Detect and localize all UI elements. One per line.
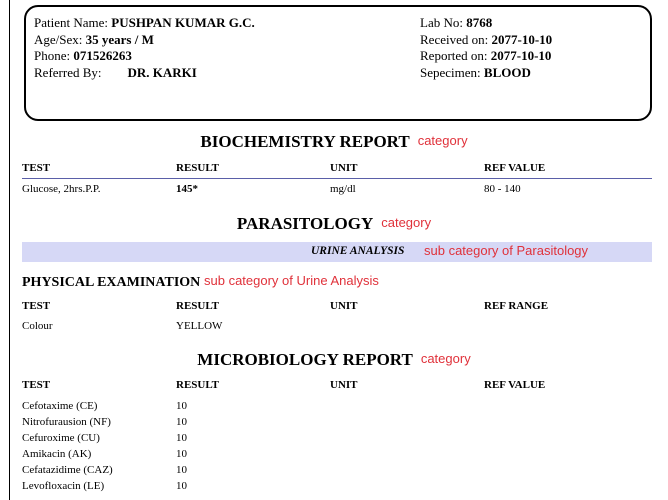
micro-header-ref: REF VALUE <box>484 379 546 391</box>
physical-examination-title: PHYSICAL EXAMINATION <box>22 275 201 290</box>
biochem-ref: 80 - 140 <box>484 183 521 195</box>
parasitology-category-note: category <box>381 215 432 230</box>
physical-examination-note: sub category of Urine Analysis <box>204 273 379 288</box>
micro-header-test: TEST <box>22 379 51 391</box>
specimen-value: BLOOD <box>483 64 531 80</box>
micro-header-result: RESULT <box>176 379 220 391</box>
received-line <box>420 32 640 49</box>
micro-row-3-result: 10 <box>176 448 187 460</box>
micro-row-5-test: Levofloxacin (LE) <box>22 480 105 492</box>
biochemistry-heading <box>0 131 668 152</box>
para-result: YELLOW <box>176 320 223 332</box>
urine-analysis-note: sub category of Parasitology <box>424 243 589 258</box>
biochemistry-category-note: category <box>417 133 468 148</box>
referred-label: Referred By: <box>34 64 102 80</box>
micro-row-3-test: Amikacin (AK) <box>22 448 92 460</box>
micro-header-unit: UNIT <box>330 379 358 391</box>
referred-value: DR. KARKI <box>127 64 197 80</box>
lab-no-label: Lab No: <box>420 15 463 30</box>
biochem-header-rule <box>22 178 652 179</box>
micro-row-4-result: 10 <box>176 464 187 476</box>
phone-line <box>34 48 374 65</box>
reported-line <box>420 48 640 65</box>
micro-row-5-result: 10 <box>176 480 187 492</box>
phone-value: 071526263 <box>73 48 132 63</box>
parasitology-title: PARASITOLOGY <box>236 214 374 233</box>
para-header-unit: UNIT <box>330 300 358 312</box>
biochemistry-title: BIOCHEMISTRY REPORT <box>200 132 410 151</box>
urine-analysis-bar <box>22 242 652 262</box>
patient-name-label: Patient Name: <box>34 15 109 30</box>
micro-row-0-result: 10 <box>176 400 187 412</box>
para-header-test: TEST <box>22 300 51 312</box>
biochem-header-unit: UNIT <box>330 162 358 174</box>
micro-row-4-test: Cefatazidime (CAZ) <box>22 464 113 476</box>
biochem-result: 145* <box>176 183 198 195</box>
micro-row-2-result: 10 <box>176 432 187 444</box>
para-header-result: RESULT <box>176 300 220 312</box>
received-label: Received on: <box>420 31 489 47</box>
parasitology-heading <box>0 213 668 234</box>
patient-info-box <box>24 5 652 121</box>
biochem-header-result: RESULT <box>176 162 220 174</box>
patient-details <box>34 15 374 81</box>
lab-no-line <box>420 15 640 32</box>
specimen-line <box>420 65 640 82</box>
referred-line <box>34 65 374 82</box>
para-header-ref: REF RANGE <box>484 300 549 312</box>
phone-label: Phone: <box>34 48 71 63</box>
lab-details <box>420 15 640 81</box>
micro-row-1-test: Nitrofurausion (NF) <box>22 416 111 428</box>
specimen-label: Sepecimen: <box>420 64 481 80</box>
micro-row-0-test: Cefotaxime (CE) <box>22 400 98 412</box>
micro-row-1-result: 10 <box>176 416 187 428</box>
patient-name-line <box>34 15 374 32</box>
received-value: 2077-10-10 <box>491 31 553 47</box>
microbiology-heading <box>0 349 668 370</box>
para-test: Colour <box>22 320 53 332</box>
patient-name: PUSHPAN KUMAR G.C. <box>111 15 255 30</box>
microbiology-category-note: category <box>420 351 471 366</box>
microbiology-title: MICROBIOLOGY REPORT <box>197 350 413 369</box>
micro-row-2-test: Cefuroxime (CU) <box>22 432 100 444</box>
biochem-header-ref: REF VALUE <box>484 162 546 174</box>
age-sex-label: Age/Sex: <box>34 31 83 47</box>
urine-analysis-title: URINE ANALYSIS <box>311 245 405 257</box>
biochem-unit: mg/dl <box>330 183 356 195</box>
page-left-border <box>9 0 10 500</box>
biochem-header-test: TEST <box>22 162 51 174</box>
biochem-test: Glucose, 2hrs.P.P. <box>22 183 101 195</box>
reported-value: 2077-10-10 <box>490 48 552 63</box>
lab-no-value: 8768 <box>466 15 493 30</box>
age-sex-line <box>34 32 374 49</box>
age-sex-value: 35 years / M <box>85 31 154 47</box>
reported-label: Reported on: <box>420 48 488 63</box>
